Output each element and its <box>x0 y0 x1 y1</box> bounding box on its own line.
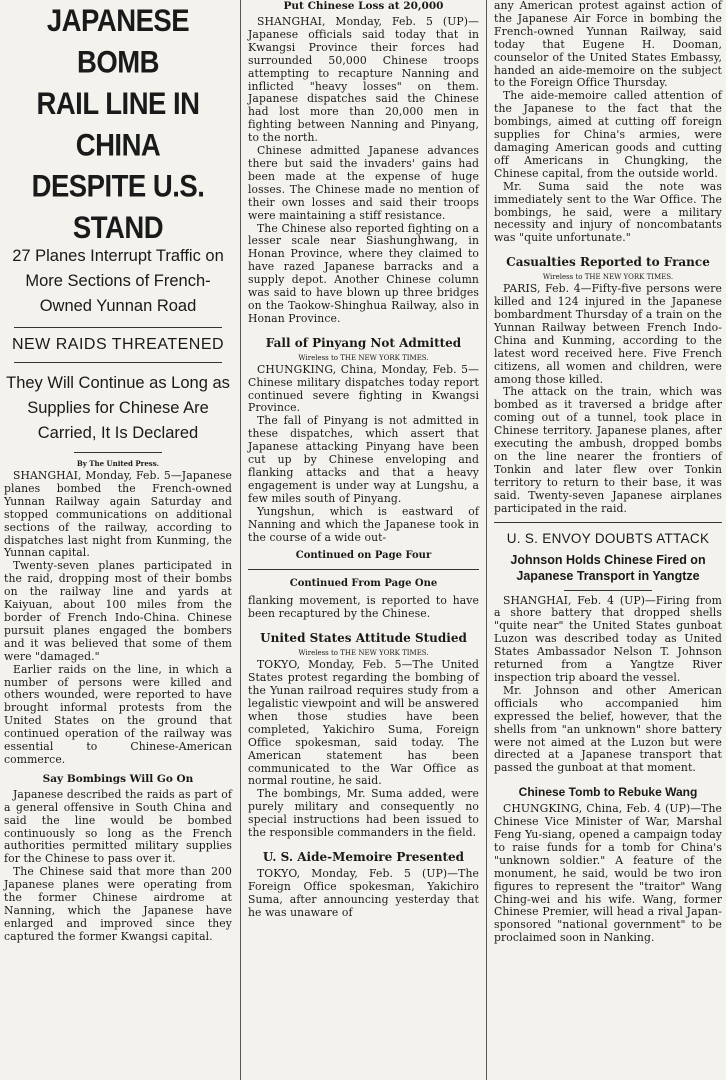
article-paragraph: SHANGHAI, Monday, Feb. 5 (UP)—Japanese officials said today that in Kwangsi Province their forces had surrounded 50,000 Chinese troops attempting to recapture Nanning and inflicted "heavy losses" on them. Japanese dispatches said the Chinese had lost more than 20,000 men in fighting between Nanning and Pinyang, to the north. <box>248 15 479 145</box>
subheading: Casualties Reported to France <box>506 255 710 270</box>
article-paragraph: The aide-memoire called attention of the Japanese to the fact that the bombings, aimed at cutting off foreign supplies for China's armies, were damaging American goods and cutting off Americans in Chungking, the Chinese capital, from the outside world. <box>494 89 722 180</box>
divider <box>14 362 222 363</box>
headline-deck-2: They Will Continue as Long as Supplies for Chinese Are Carried, It Is Declared <box>6 374 230 442</box>
envoy-headline: U. S. ENVOY DOUBTS ATTACK <box>506 530 710 546</box>
article-paragraph: The Chinese also reported fighting on a lesser scale near Siashunghwang, in Honan Province, where they claimed to have razed Japanese barracks and a supply depot. Another Chinese column was said to have blown up three bridges on the Taokow-Shinghua Railway, also in Honan Province. <box>248 221 479 325</box>
article-paragraph: Twenty-seven planes participated in the raid, dropping most of their bombs on the railway line and yards at Kaiyuan, about 100 miles from the border of French Indo-China. Chinese pursuit planes engaged the bombers and it was believed that some of them were "damaged." <box>4 559 232 663</box>
article-paragraph: Mr. Johnson and other American officials who accompanied him expressed the belief, however, that the shells from "an unknown" shore battery were not aimed at the Luzon but were directed at a Japanese transport that passed the gunboat at that moment. <box>494 683 722 775</box>
continued-notice: Continued on Page Four <box>295 550 432 562</box>
article-paragraph: flanking movement, is reported to have been recaptured by the Chinese. <box>248 594 479 621</box>
wire-credit: Wireless to THE NEW YORK TIMES. <box>298 649 429 658</box>
divider <box>494 522 722 523</box>
article-paragraph: CHUNGKING, China, Feb. 4 (UP)—The Chinese Vice Minister of War, Marshal Feng Yu-siang, opened a campaign today to raise funds for a tomb for China's "unknown soldier." A feature of the monument, he said, would be two iron figures to represent the "traitor" Wang Ching-wei and his wife. Wang, former Chinese Premier, will head a rival Japan-sponsored "national government" to be proclaimed soon in Nanking. <box>494 802 722 945</box>
article-paragraph: Chinese admitted Japanese advances there but said the invaders' gains had been made at the expense of huge losses. The Chinese made no mention of their own losses and said their troops were maintaining a stiff resistance. <box>248 144 479 222</box>
divider <box>14 327 222 328</box>
article-paragraph: PARIS, Feb. 4—Fifty-five persons were killed and 124 injured in the Japanese bombardment Thursday of a train on the Yunnan Railway between French Indo-China and Kunming, according to the latest word received here. Five French citizens, all women and children, were among those killed. <box>494 282 722 386</box>
column-1 <box>0 0 238 1080</box>
divider <box>564 590 652 591</box>
article-paragraph: Yungshun, which is eastward of Nanning and which the Japanese took in the course of a wide out- <box>248 504 479 544</box>
byline: By The United Press. <box>76 459 160 468</box>
divider <box>74 452 162 453</box>
wire-credit: Wireless to THE NEW YORK TIMES. <box>542 273 674 282</box>
column-3 <box>488 0 726 1080</box>
column-2 <box>242 0 484 1080</box>
headline-deck: 27 Planes Interrupt Traffic on More Sections of French- Owned Yunnan Road <box>12 247 224 315</box>
subheading: Put Chinese Loss at 20,000 <box>283 0 444 12</box>
article-paragraph: Earlier raids on the line, in which a number of persons were killed and others wounded, were reported to have brought informal protests from the United States on the ground that continued operation of the railway was essential to Chinese-American commerce. <box>4 662 232 766</box>
envoy-subheadline: Johnson Holds Chinese Fired on Japanese Transport in Yangtze <box>510 552 706 583</box>
threat-headline: NEW RAIDS THREATENED <box>11 336 225 353</box>
article-paragraph: SHANGHAI, Monday, Feb. 5—Japanese planes bombed the French-owned Yunnan Railway again Saturday and stopped communications on additional sections of the railway, according to dispatches last night from Kunming, the Yunnan capital. <box>4 469 232 560</box>
article-paragraph: The attack on the train, which was bombed as it traversed a bridge after coming out of a tunnel, took place in Chinese territory. Japanese planes, after executing the ambush, dropped bombs on the line nearer the frontiers of Tonkin and later flew over Tonkin territory to return to their base, it was said. Twenty-seven Japanese airplanes participated in the raid. <box>494 385 722 515</box>
divider <box>248 569 479 570</box>
subheading: Say Bombings Will Go On <box>42 772 194 785</box>
article-paragraph: TOKYO, Monday, Feb. 5 (UP)—The Foreign Office spokesman, Yakichiro Suma, after announcing yesterday that he was unaware of <box>248 866 479 919</box>
article-paragraph: TOKYO, Monday, Feb. 5—The United States protest regarding the bombing of the Yunan railroad requires study from a legalistic viewpoint and will be answered when those studies have been completed, Yakichiro Suma, Foreign Office spokesman, said today. The American statement has been communicated to the War Office as normal routine, he said. <box>248 658 479 788</box>
article-paragraph: The Chinese said that more than 200 Japanese planes were operating from the former Chinese airdrome at Nanning, which the Japanese have enlarged and improved since they captured the former Kwangsi capital. <box>4 865 232 943</box>
subheading: United States Attitude Studied <box>260 631 467 646</box>
article-paragraph: any American protest against action of the Japanese Air Force in bombing the French-owned Yunnan Railway, said today that Eugene H. Dooman, counselor of the United States Embassy, handed an aide-memoire on the subject to the Foreign Office Thursday. <box>494 0 722 90</box>
subheading: Fall of Pinyang Not Admitted <box>265 335 462 350</box>
main-headline: JAPANESE BOMB RAIL LINE IN CHINA DESPITE U.S. STAND <box>31 2 205 245</box>
article-paragraph: Mr. Suma said the note was immediately sent to the War Office. The bombings, he said, were a military necessity and injury of noncombatants was "quite unfortunate." <box>494 179 722 245</box>
wire-credit: Wireless to THE NEW YORK TIMES. <box>298 353 429 362</box>
article-paragraph: The fall of Pinyang is not admitted in these dispatches, which assert that Japanese attacking Pinyang have been cut up by Chinese enveloping and flanking attacks and that a heavy engagement is under way at Lungshu, a few miles south of Pinyang. <box>248 414 479 505</box>
article-paragraph: Japanese described the raids as part of a general offensive in South China and said the line would be bombed continuously so long as the French authorities permitted military supplies for the Chinese to pass over it. <box>4 787 232 866</box>
column-rule-2 <box>486 0 487 1080</box>
continued-notice: Continued From Page One <box>289 578 438 590</box>
subheading: Chinese Tomb to Rebuke Wang <box>518 785 698 800</box>
column-rule-1 <box>240 0 241 1080</box>
article-paragraph: SHANGHAI, Feb. 4 (UP)—Firing from a shore battery that dropped shells "quite near" the United States gunboat Luzon was described today as United States Ambassador Nelson T. Johnson returned from a Yangtze River inspection trip aboard the vessel. <box>494 593 722 684</box>
article-paragraph: The bombings, Mr. Suma added, were purely military and consequently no special instructions had been issued to the responsible commanders in the field. <box>248 787 479 840</box>
article-paragraph: CHUNGKING, China, Monday, Feb. 5—Chinese military dispatches today report continued severe fighting in Kwangsi Province. <box>248 362 479 415</box>
subheading: U. S. Aide-Memoire Presented <box>262 849 465 864</box>
